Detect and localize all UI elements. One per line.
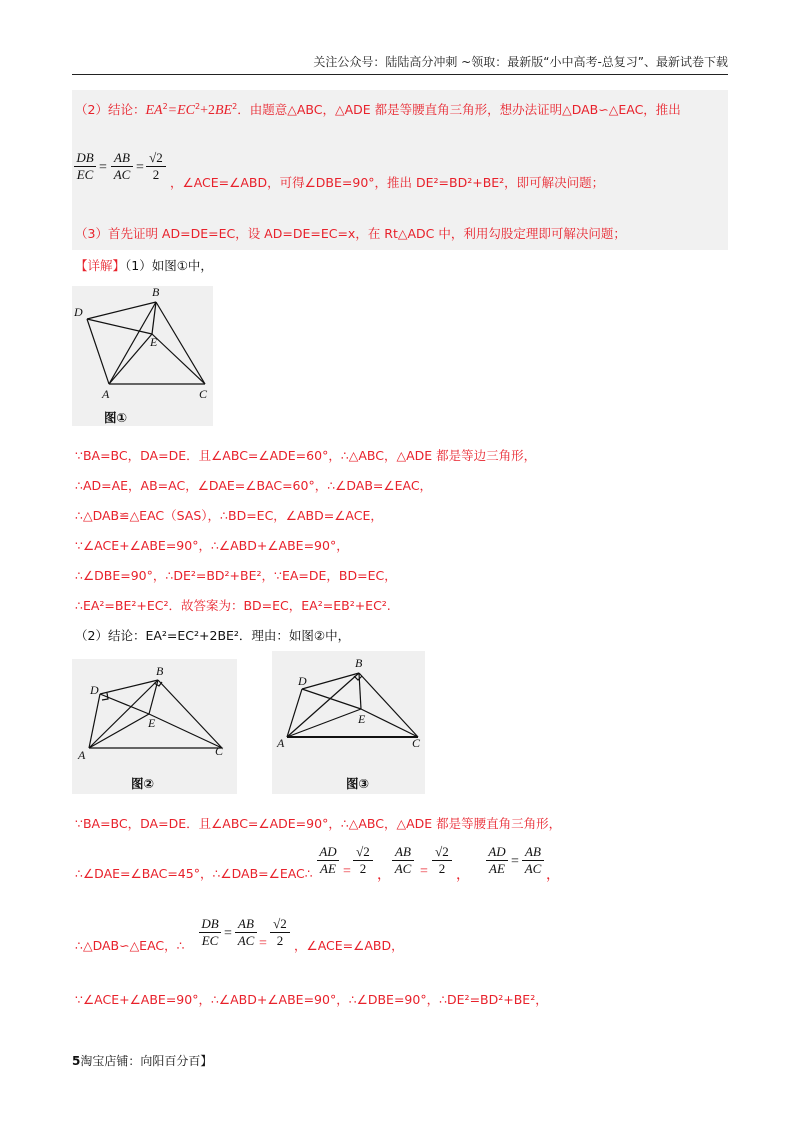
analysis-line-3: （3）首先证明 AD=DE=EC，设 AD=DE=EC=x，在 Rt△ADC 中，利用勾股定理即可解决问题； xyxy=(75,226,626,241)
fig1-label-e: E xyxy=(150,335,158,349)
fraction-sqrt2-2: $\frac{√2}{2}$ xyxy=(146,150,166,183)
fraction-ad-ae: $\frac{AD}{AE}$ xyxy=(317,844,339,877)
detail-line: 【详解】（1）如图①中， xyxy=(75,258,213,273)
fraction-ab-ac: $\frac{AB}{AC}$ xyxy=(522,844,544,877)
fraction-sqrt2-2: $\frac{√2}{2}$ xyxy=(270,916,290,949)
comma: ， xyxy=(377,868,391,883)
analysis-line-1: （2）结论：$EA^2=EC^2+2BE^2$．由题意△ABC，△ADE 都是等腰直角三角形，想办法证明△DAB∽△EAC，推出 xyxy=(75,101,681,118)
fig3-label-e: E xyxy=(358,712,366,726)
part2-line-3-suffix: ，∠ACE=∠ABD， xyxy=(294,938,404,953)
analysis-line-2: ，∠ACE=∠ABD，可得∠DBE=90°，推出 DE²=BD²+BE²，即可解决问题； xyxy=(170,175,605,190)
fig2-label-b: B xyxy=(156,664,164,678)
equals-sign: = xyxy=(511,854,519,869)
fraction-ab-ac: $\frac{AB}{AC}$ xyxy=(392,844,414,877)
fig3-label-d: D xyxy=(298,674,307,688)
fig3-label-a: A xyxy=(277,736,285,750)
part1-line-3: ∴△DAB≌△EAC（SAS），∴BD=EC，∠ABD=∠ACE， xyxy=(75,508,383,523)
page-footer: 5淘宝店铺：向阳百分百】 xyxy=(72,1054,213,1068)
fraction-db-ec: $\frac{DB}{EC}$ xyxy=(199,916,221,949)
part1-line-6: ∴EA²=BE²+EC²．故答案为：BD=EC，EA²=EB²+EC². xyxy=(75,598,391,613)
equals-sign: = xyxy=(420,864,428,879)
fig3-label-c: C xyxy=(412,736,421,750)
part2-heading: （2）结论：EA²=EC²+2BE²．理由：如图②中， xyxy=(75,628,351,643)
figure-1 xyxy=(72,286,213,426)
fraction-sqrt2-2: $\frac{√2}{2}$ xyxy=(432,844,452,877)
fraction-sqrt2-2: $\frac{√2}{2}$ xyxy=(353,844,373,877)
part2-line-4: ∵∠ACE+∠ABE=90°，∴∠ABD+∠ABE=90°，∴∠DBE=90°，∴DE²=BD²+BE²， xyxy=(75,992,548,1007)
equals-sign: = xyxy=(224,926,232,941)
part2-line-3: ∴△DAB∽△EAC，∴ xyxy=(75,938,185,953)
equals-sign: = xyxy=(99,160,107,175)
fig3-label-b: B xyxy=(355,656,363,670)
fig1-label-d: D xyxy=(74,305,83,319)
fig2-label-c: C xyxy=(215,744,224,758)
fraction-ad-ae: $\frac{AD}{AE}$ xyxy=(486,844,508,877)
fig2-label-e: E xyxy=(148,716,156,730)
page-number: 5 xyxy=(72,1054,81,1068)
comma: ， xyxy=(546,868,560,883)
fraction-ab-ac: $\frac{AB}{AC}$ xyxy=(235,916,257,949)
part1-line-2: ∴AD=AE，AB=AC，∠DAE=∠BAC=60°，∴∠DAB=∠EAC， xyxy=(75,478,433,493)
equals-sign: = xyxy=(343,864,351,879)
figure-2 xyxy=(72,659,237,794)
part1-line-5: ∴∠DBE=90°，∴DE²=BD²+BE²，∵EA=DE，BD=EC， xyxy=(75,568,397,583)
part1-line-4: ∵∠ACE+∠ABE=90°，∴∠ABD+∠ABE=90°， xyxy=(75,538,349,553)
part1-line-1: ∵BA=BC，DA=DE．且∠ABC=∠ADE=60°，∴△ABC，△ADE 都是等边三角形， xyxy=(75,448,537,463)
fraction-db-ec: $\frac{DB}{EC}$ xyxy=(74,150,96,183)
comma: ， xyxy=(456,868,470,883)
part2-line-2: ∴∠DAE=∠BAC=45°，∴∠DAB=∠EAC∴ xyxy=(75,866,313,881)
fraction-ab-ac: $\frac{AB}{AC}$ xyxy=(111,150,133,183)
fig2-label-a: A xyxy=(78,748,86,762)
fig2-label-d: D xyxy=(90,683,99,697)
figure-3-caption: 图③ xyxy=(346,776,370,791)
fig1-label-b: B xyxy=(152,286,160,299)
part2-line-1: ∵BA=BC，DA=DE．且∠ABC=∠ADE=90°，∴△ABC，△ADE 都是等腰直角三角形， xyxy=(75,816,562,831)
figure-2-caption: 图② xyxy=(131,776,155,791)
equals-sign: = xyxy=(136,160,144,175)
figure-1-caption: 图① xyxy=(104,410,128,425)
equals-sign: = xyxy=(259,936,267,951)
fig1-label-a: A xyxy=(102,387,110,401)
figure-3 xyxy=(272,651,425,794)
fig1-label-c: C xyxy=(199,387,208,401)
page-header: 关注公众号：陆陆高分冲刺 ~领取：最新版“小中高考-总复习”、最新试卷下载 xyxy=(72,52,728,75)
